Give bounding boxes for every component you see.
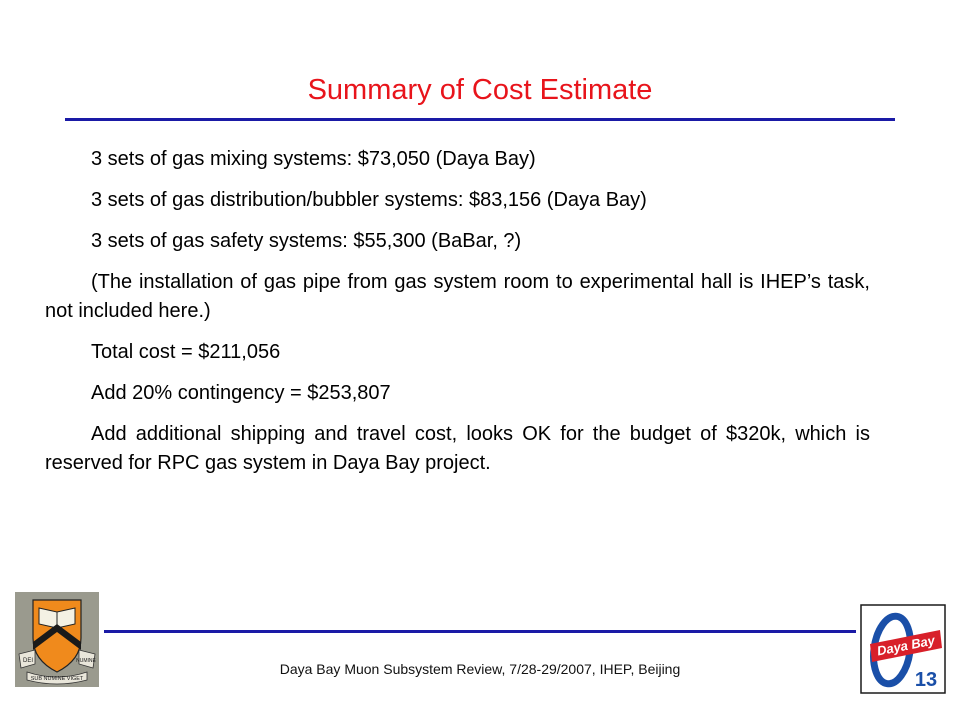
bullet-budget-note: Add additional shipping and travel cost, looks OK for the budget of $320k, which is reserved for RPC gas system in Daya Bay project. <box>45 423 870 474</box>
bullet-gas-distribution: 3 sets of gas distribution/bubbler systems: $83,156 (Daya Bay) <box>91 189 647 211</box>
theta13-logo-icon <box>860 604 946 694</box>
bullet-gas-safety: 3 sets of gas safety systems: $55,300 (BaBar, ?) <box>91 230 522 252</box>
daya-bay-logo <box>860 604 946 694</box>
motto-bottom-text: SUB NUMINE VIGET <box>30 676 84 682</box>
theta-subscript: 13 <box>914 669 938 691</box>
title-divider <box>65 118 895 121</box>
slide-body <box>45 145 870 490</box>
bullet-gas-mixing: 3 sets of gas mixing systems: $73,050 (Daya Bay) <box>91 148 536 170</box>
motto-right-text: NUMINE <box>76 658 96 664</box>
footer-divider <box>104 630 856 633</box>
bullet-contingency: Add 20% contingency = $253,807 <box>91 382 391 404</box>
daya-bay-label: Daya Bay <box>875 632 937 659</box>
princeton-shield-logo <box>15 592 99 687</box>
bullet-total-cost: Total cost = $211,056 <box>91 341 281 363</box>
motto-left-text: DEI <box>22 658 34 664</box>
bullet-installation-note: (The installation of gas pipe from gas system room to experimental hall is IHEP’s task, not included here.) <box>45 271 870 322</box>
slide-title: Summary of Cost Estimate <box>307 74 653 106</box>
princeton-shield-icon <box>15 592 99 687</box>
footer-text: Daya Bay Muon Subsystem Review, 7/28-29/2007, IHEP, Beijing <box>279 661 681 677</box>
